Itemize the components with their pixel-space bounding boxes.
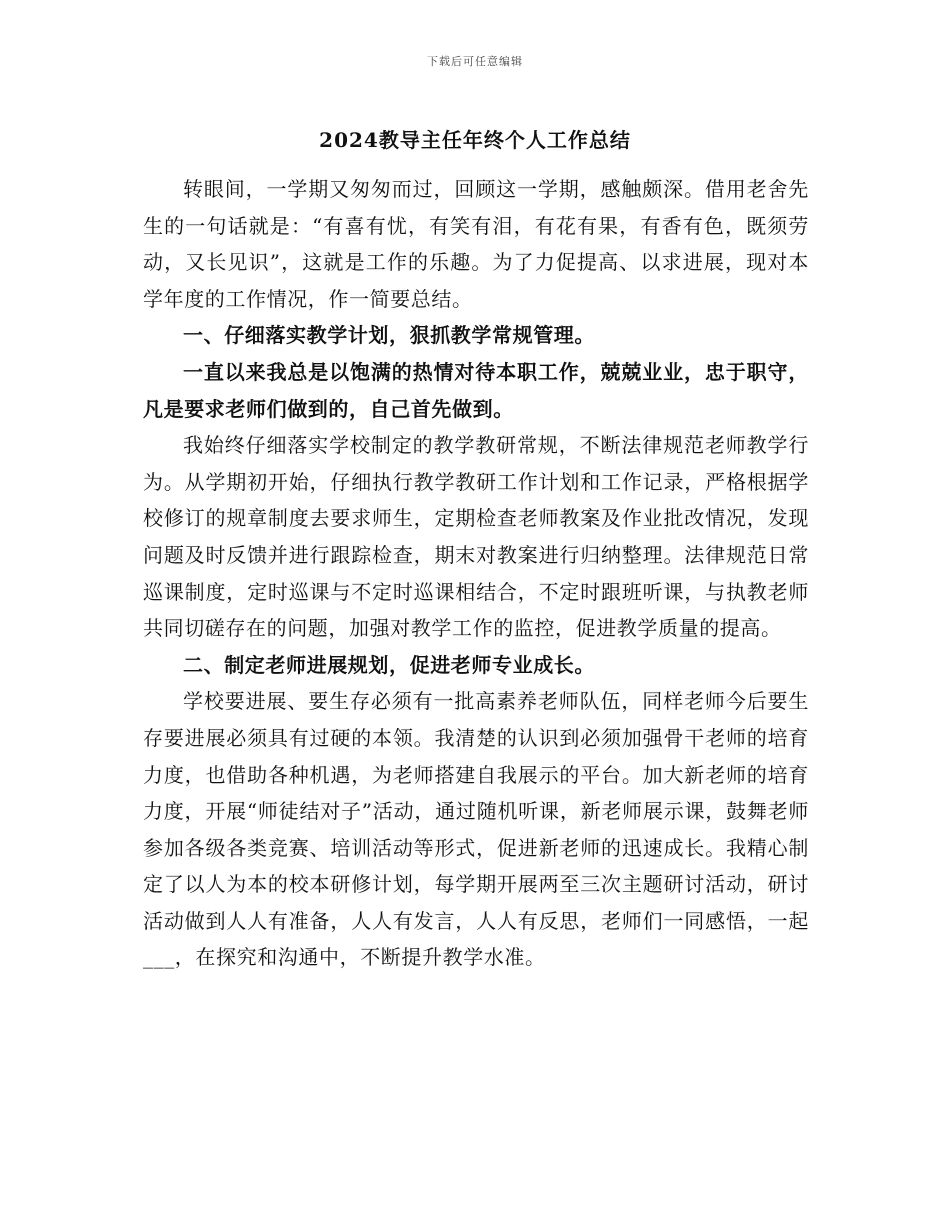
body-paragraph: 我始终仔细落实学校制定的教学教研常规，不断法律规范老师教学行为。从学期初开始，仔细执行教学教研工作计划和工作记录，严格根据学校修订的规章制度去要求师生，定期检查老师教案及作业批改情况，发现问题及时反馈并进行跟踪检查，期末对教案进行归纳整理。法律规范日常巡课制度，定时巡课与不定时巡课相结合，不定时跟班听课，与执教老师共同切磋存在的问题，加强对教学工作的监控，促进教学质量的提高。 [143, 433, 809, 641]
document-body [143, 171, 809, 976]
section-heading-2: 二、制定老师进展规划，促进老师专业成长。 [183, 652, 595, 677]
document-title: 2024教导主任年终个人工作总结 [319, 128, 631, 152]
body-paragraph: 学校要进展、要生存必须有一批高素养老师队伍，同样老师今后要生存要进展必须具有过硬的本领。我清楚的认识到必须加强骨干老师的培育力度，也借助各种机遇，为老师搭建自我展示的平台。加大新老师的培育力度，开展“师徒结对子”活动，通过随机听课，新老师展示课，鼓舞老师参加各级各类竞赛、培训活动等形式，促进新老师的迅速成长。我精心制定了以人为本的校本研修计划，每学期开展两至三次主题研讨活动，研讨活动做到人人有准备，人人有发言，人人有反思，老师们一同感悟，一起___，在探究和沟通中，不断提升教学水准。 [143, 689, 809, 970]
section-heading-1: 一、仔细落实教学计划，狠抓教学常规管理。 [183, 323, 595, 348]
intro-paragraph: 转眼间，一学期又匆匆而过，回顾这一学期，感触颇深。借用老舍先生的一句话就是：“有喜有忧，有笑有泪，有花有果，有香有色，既须劳动，又长见识”，这就是工作的乐趣。为了力促提高、以求进展，现对本学年度的工作情况，作一简要总结。 [143, 177, 809, 311]
bold-lead-paragraph: 一直以来我总是以饱满的热情对待本职工作，兢兢业业，忠于职守，凡是要求老师们做到的，自己首先做到。 [143, 359, 809, 421]
header-note: 下载后可任意编辑 [427, 55, 523, 68]
